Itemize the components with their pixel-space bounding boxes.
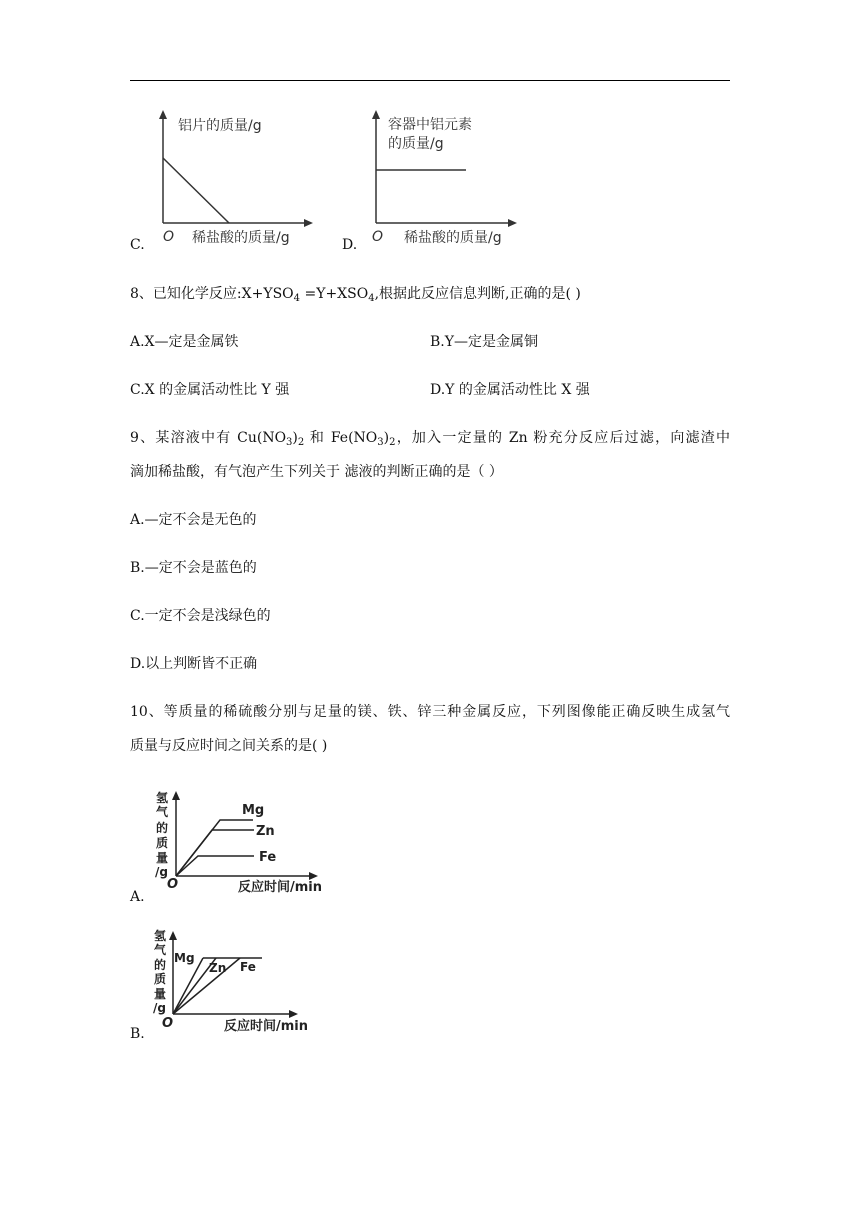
q8-option-d: D.Y 的金属活动性比 X 强	[430, 382, 590, 398]
graph-b-y-label-char: 质	[154, 972, 167, 986]
q9-option-a: A.—定不会是无色的	[130, 512, 257, 528]
graph-a-y-label-char: 量	[156, 851, 169, 865]
option-d-label: D.	[342, 237, 358, 253]
graph-a-option: A.	[130, 889, 145, 905]
graph-d-y-arrow	[372, 110, 380, 119]
graph-d-y-label-1: 容器中铝元素	[388, 117, 472, 133]
graph-a-y-label-char: /g	[155, 865, 168, 879]
graph-a-y-label-char: 质	[156, 836, 169, 850]
q8-option-c: C.X 的金属活动性比 Y 强	[130, 382, 290, 398]
graph-b-x-arrow	[289, 1010, 298, 1018]
q8-option-a: A.X—定是金属铁	[130, 334, 239, 350]
graph-b-y-label-char: /g	[153, 1001, 166, 1015]
graph-d-x-arrow	[508, 219, 517, 227]
graph-b-series-zn: Zn	[209, 961, 227, 975]
graph-b-option: B.	[130, 1026, 145, 1042]
graph-c-x-arrow	[304, 219, 313, 227]
q9-option-d: D.以上判断皆不正确	[130, 656, 258, 672]
graph-c-x-label: 稀盐酸的质量/g	[192, 230, 290, 246]
option-c-label: C.	[130, 237, 145, 253]
graph-b	[148, 928, 338, 1033]
q9-option-b: B.—定不会是蓝色的	[130, 560, 257, 576]
graph-d-x-label: 稀盐酸的质量/g	[404, 230, 502, 246]
graph-a-series-fe: Fe	[259, 850, 277, 865]
q10-stem-line1: 10、等质量的稀硫酸分别与足量的镁、铁、锌三种金属反应，下列图像能正确反映生成氢气	[130, 704, 730, 720]
graph-b-line-mg	[173, 958, 203, 1014]
graph-a-y-label-char: 气	[156, 805, 169, 819]
q8-stem: 8、已知化学反应$:X+YSO_4 =Y+XSO_4$,根据此反应信息判断,正确的是( )	[130, 286, 581, 304]
graph-a-origin: O	[167, 877, 179, 892]
graph-b-series-fe: Fe	[240, 960, 256, 974]
graph-c	[150, 108, 320, 248]
graph-a-line-fe	[176, 856, 254, 876]
graph-c-y-label: 铝片的质量/g	[178, 118, 262, 134]
graph-b-line-fe	[173, 958, 240, 1014]
graph-b-y-label-char: 氢	[154, 929, 167, 943]
graph-d	[362, 108, 532, 248]
graph-b-series-mg: Mg	[174, 951, 195, 965]
graph-b-origin: O	[162, 1016, 174, 1031]
graph-a-y-label	[155, 790, 169, 879]
q9-stem-line1: 9、某溶液中有 $Cu(NO_3)_2$ 和 $Fe(NO_3)_2$，加入一定量的 Zn 粉充分反应后过滤，向滤渣中	[130, 430, 730, 448]
graph-a-x-label: 反应时间/min	[238, 880, 323, 895]
graph-b-y-label-char: 气	[154, 943, 167, 957]
graph-a	[148, 788, 338, 898]
graph-c-origin: O	[163, 229, 175, 245]
graph-b-y-label-char: 的	[154, 958, 167, 972]
graph-b-y-label	[153, 928, 167, 1015]
graph-b-y-label-char: 量	[154, 987, 167, 1001]
graph-b-x-label: 反应时间/min	[224, 1019, 309, 1033]
graph-a-y-label-char: 氢	[156, 791, 169, 805]
graph-d-origin: O	[372, 229, 384, 245]
q9-option-c: C.一定不会是浅绿色的	[130, 608, 271, 624]
graph-a-series-zn: Zn	[256, 824, 275, 839]
q10-stem-line2: 质量与反应时间之间关系的是( )	[130, 738, 328, 754]
graph-a-line-zn	[176, 830, 254, 876]
graph-d-y-label-2: 的质量/g	[388, 136, 444, 152]
header-rule	[130, 80, 730, 81]
graph-a-y-label-char: 的	[156, 821, 169, 835]
graph-a-series-mg: Mg	[242, 803, 265, 818]
q9-stem-line2: 滴加稀盐酸，有气泡产生下列关于 滤液的判断正确的是（ ）	[130, 464, 503, 480]
q8-option-b: B.Y—定是金属铜	[430, 334, 538, 350]
graph-c-line	[163, 158, 229, 223]
graph-a-x-arrow	[309, 872, 318, 880]
graph-b-y-arrow	[169, 931, 177, 940]
graph-c-y-arrow	[159, 110, 167, 119]
graph-a-line-mg	[176, 820, 253, 876]
graph-a-y-arrow	[172, 791, 180, 800]
